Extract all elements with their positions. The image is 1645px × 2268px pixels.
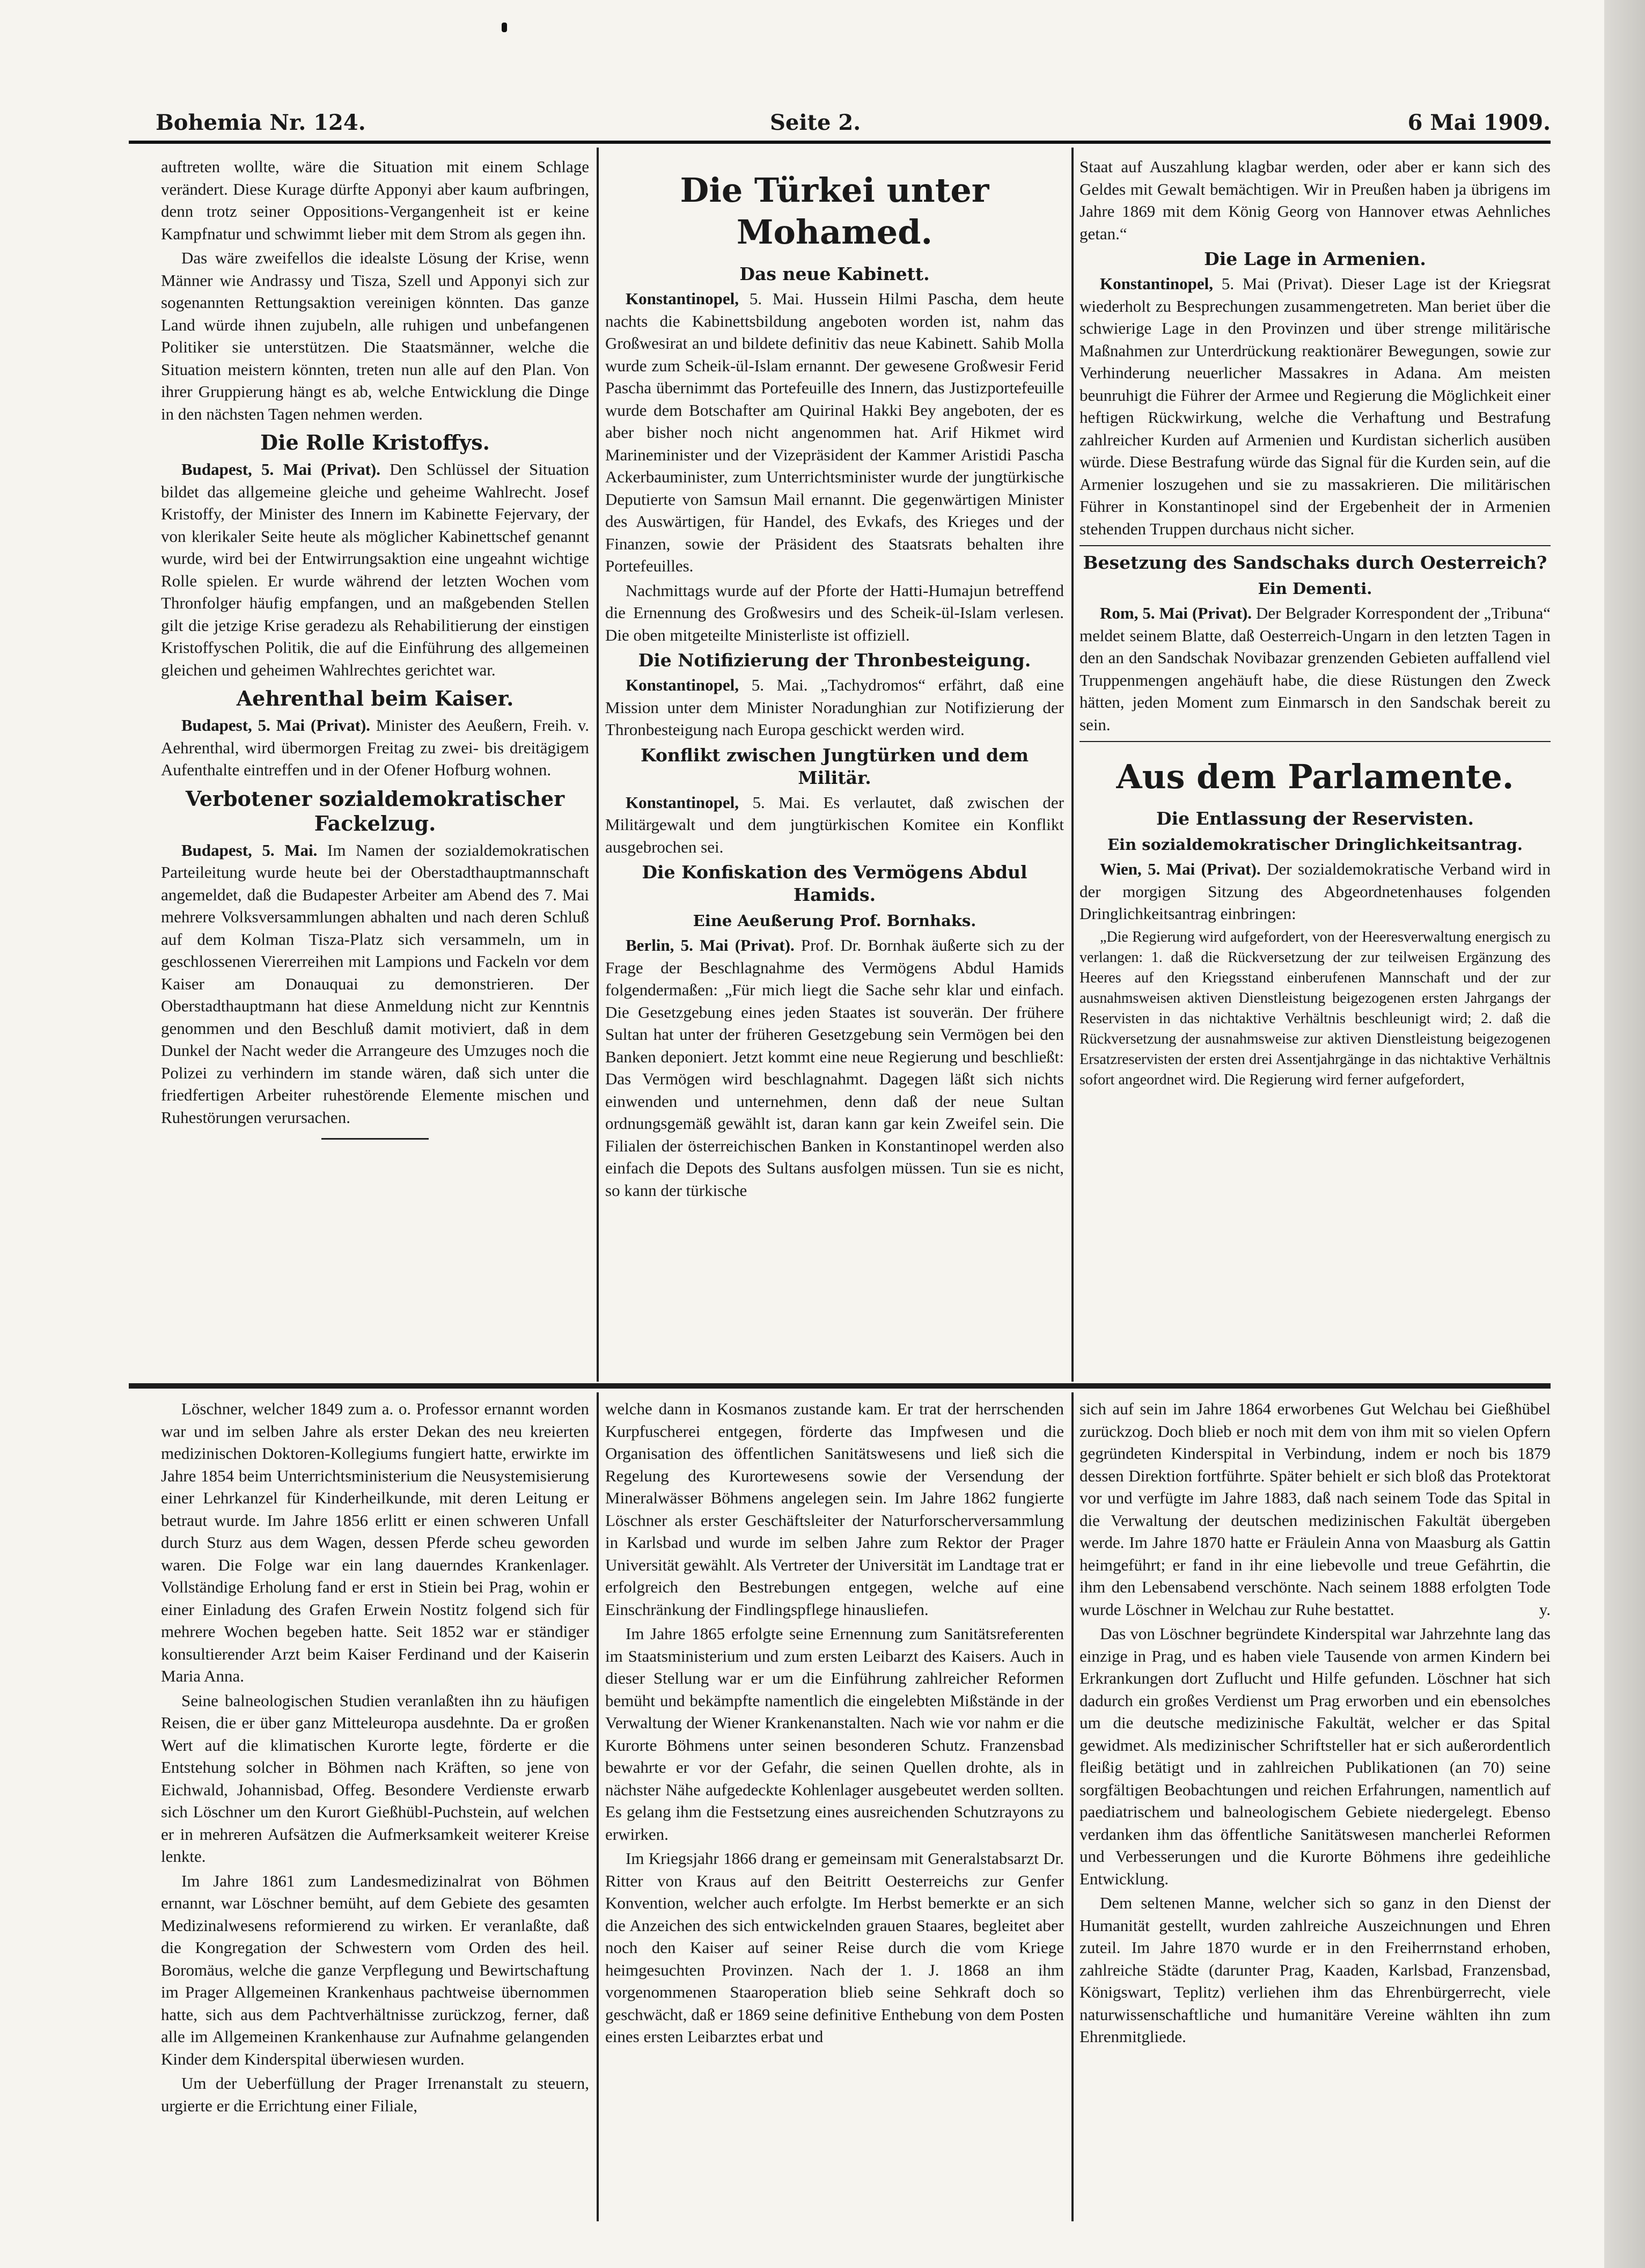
feuilleton-column-1 — [161, 1398, 589, 2219]
article-text: auftreten wollte, wäre die Situation mit einem Schlage verändert. Diese Kurage dürfte Apponyi aber kaum aufbringen, denn trotz seiner Oppositions-Vergangenheit ist er keine Kampfnatur und schwimmt lieber mit dem Strom als gegen ihn. — [161, 157, 589, 243]
article-end-rule — [321, 1138, 429, 1140]
article-text: „Die Regierung wird aufgefordert, von der Heeresverwaltung energisch zu verlangen: 1. daß die Rückversetzung der zur teilweisen Ergänzung des Heeres auf den Kriegsstand einberufenen Mannschaft und der zur ausnahmsweisen aktiven Dienstleistung beigezogenen ersten Jahrgangs der Reservisten in das nichtaktive Verhältnis beschleunigt wird; 2. daß die Rückversetzung der ausnahmsweise zur aktiven Dienstleistung beigezogenen Ersatzreservisten der ersten drei Assentjahrgänge in das nichtaktive Verhältnis sofort angeordnet wird. Die Regierung wird ferner aufgefordert, — [1079, 928, 1551, 1088]
subhead-dringlichkeitsantrag: Ein sozialdemokratischer Dringlichkeitsantrag. — [1107, 835, 1523, 854]
dateline: Konstantinopel, — [1100, 274, 1214, 293]
headline-kristoffy: Die Rolle Kristoffys. — [260, 430, 490, 454]
feuilleton-separator — [129, 1383, 1551, 1389]
section-rule — [1079, 545, 1551, 546]
column-rule-2 — [1071, 148, 1074, 1382]
column-1 — [161, 156, 589, 1376]
header-page-number: Seite 2. — [770, 110, 861, 135]
subhead-notifizierung: Die Notifizierung der Thronbesteigung. — [638, 650, 1031, 671]
header-issue: Bohemia Nr. 124. — [156, 110, 366, 135]
author-signature: y. — [1539, 1599, 1551, 1619]
page-edge — [1604, 0, 1645, 2268]
article-text: Minister des Aeußern, Freih. v. Aehrenthal, wird übermorgen Freitag zu zwei- bis dreitägigem Aufenthalte eintreffen und in der Ofener Hofburg wohnen. — [161, 716, 589, 779]
article-text: Der sozialdemokratische Verband wird in der morgigen Sitzung des Abgeordnetenhauses folgenden Dringlichkeitsantrag einbringen: — [1079, 860, 1551, 923]
dateline: Budapest, 5. Mai (Privat). — [181, 460, 380, 479]
section-rule — [1079, 741, 1551, 742]
dateline: Berlin, 5. Mai (Privat). — [626, 936, 795, 955]
feuilleton-text: Löschner, welcher 1849 zum a. o. Professor ernannt worden war und im selben Jahre als erster Dekan des neu kreierten medizinischen Doktoren-Kollegiums fungiert hatte, erwirkte im Jahre 1854 beim Unterrichtsministerium die Neusystemisierung einer Lehrkanzel für Kinderheilkunde, mit deren Leitung er betraut wurde. Im Jahre 1856 erlitt er einen schweren Unfall durch Sturz aus dem Wagen, dessen Pferde scheu geworden waren. Die Folge war ein lang dauerndes Krankenlager. Vollständige Erholung fand er erst in Stiein bei Prag, wohin er einer Einladung des Grafen Erwein Nostitz folgend sich für mehrere Wochen begeben hatte. Seit 1852 war er ständiger konsultierender Arzt beim Kaiser Ferdinand und der Kaiserin Maria Anna. — [161, 1399, 589, 1685]
dateline: Konstantinopel, — [626, 792, 739, 812]
feuilleton-text — [1079, 1398, 1551, 1620]
article-text: Das wäre zweifellos die idealste Lösung der Krise, wenn Männer wie Andrassy und Tisza, Szell und Apponyi sich zur sogenannten Rettungsaktion vereinigen könnten. Das ganze Land würde ihnen zujubeln, alle ruhigen und unbefangenen Politiker sie unterstützen. Die Staatsmänner, welche die Situation meistern könnten, treten nun alle auf den Plan. Von ihrer Gruppierung hängt es ab, welche Entwicklung die Dinge in den nächsten Tagen nehmen werden. — [161, 248, 589, 423]
subhead-reservisten: Die Entlassung der Reservisten. — [1156, 808, 1474, 829]
article-text: Nachmittags wurde auf der Pforte der Hatti-Humajun betreffend die Ernennung des Großwesirs und des Scheik-ül-Islam verlesen. Die oben mitgeteilte Ministerliste ist offiziell. — [605, 581, 1064, 644]
subhead-dementi: Ein Dementi. — [1258, 579, 1372, 598]
subhead-konflikt: Konflikt zwischen Jungtürken und dem Militär. — [640, 744, 1029, 788]
headline-aehrenthal: Aehrenthal beim Kaiser. — [236, 686, 514, 710]
feuilleton-text: sich auf sein im Jahre 1864 erworbenes Gut Welchau bei Gießhübel zurückzog. Doch blieb er noch mit dem von ihm mit so vielen Opfern gegründeten Kinderspital in Verbindung, indem er noch bis 1879 dessen Direktion fortführte. Später behielt er sich bloß das Protektorat vor und verfügte im Jahre 1883, daß nach seinem Tode das Spital in die Verwaltung der deutschen medizinischen Fakultät übergeben werde. Im Jahre 1870 hatte er Fräulein Anna von Maasburg als Gattin heimgeführt; er fand in ihr eine liebevolle und treue Gefährtin, die ihm den Lebensabend verschönte. Nach seinem 1888 erfolgten Tode wurde Löschner in Welchau zur Ruhe bestattet. — [1079, 1399, 1551, 1619]
article-text: 5. Mai. „Tachydromos“ erfährt, daß eine Mission unter dem Minister Noradunghian zur Notifizierung der Thronbesteigung nach Europa geschickt werden wird. — [605, 676, 1064, 739]
subhead-kabinett: Das neue Kabinett. — [739, 263, 930, 284]
column-rule-1 — [597, 148, 599, 1382]
feuilleton-rule-2 — [1071, 1392, 1074, 2221]
feuilleton-rule-1 — [597, 1392, 599, 2221]
column-2 — [605, 156, 1064, 1376]
article-text: Der Belgrader Korrespondent der „Tribuna“ meldet seinem Blatte, daß Oesterreich-Ungarn in den letzten Tagen in den an den Sandschak Novibazar grenzenden Gebieten auffallend viel Truppenmengen angehäuft habe, die diese Rüstungen den Zweck hätten, jeden Moment zum Einmarsch in den Sandschak bereit zu sein. — [1079, 604, 1551, 734]
feuilleton-text: welche dann in Kosmanos zustande kam. Er trat der herrschenden Kurpfuscherei entgegen, förderte das Impfwesen und die Organisation des öffentlichen Sanitätswesens und ließ sich die Regelung des Kurortewesens sowie der Versendung der Mineralwässer Böhmens angelegen sein. Im Jahre 1862 fungierte Löschner als erster Geschäftsleiter der Naturforscherversammlung in Karlsbad und wurde im selben Jahre zum Rektor der Prager Universität gewählt. Als Vertreter der Universität im Landtage trat er erfolgreich den Bestrebungen entgegen, welche auf eine Einschränkung der Findlingspflege hinausliefen. — [605, 1399, 1064, 1619]
feuilleton-text: Seine balneologischen Studien veranlaßten ihn zu häufigen Reisen, die er über ganz Mitteleuropa ausdehnte. Da er großen Wert auf die klimatischen Kurorte legte, förderte er die Entstehung solcher in Böhmen nach Kräften, so jene von Eichwald, Johannisbad, Offeg. Besondere Verdienste erwarb sich Löschner um den Kurort Gießhübl-Puchstein, auf welchen er in mehreren Aufsätzen die Aufmerksamkeit weiterer Kreise lenkte. — [161, 1691, 589, 1866]
headline-tuerkei: Die Türkei unter Mohamed. — [680, 171, 989, 252]
headline-parlament: Aus dem Parlamente. — [1116, 757, 1514, 796]
feuilleton-text: Dem seltenen Manne, welcher sich so ganz in den Dienst der Humanität gestellt, wurden zahlreiche Auszeichnungen und Ehren zuteil. Im Jahre 1870 wurde er in den Freiherrnstand erhoben, zahlreiche Städte (darunter Prag, Kaaden, Karlsbad, Franzensbad, Königswart, Teplitz) verliehen ihm das Ehrenbürgerrecht, viele naturwissenschaftliche und humanitäre Vereine wählten ihn zum Ehrenmitgliede. — [1079, 1893, 1551, 2046]
article-text: Staat auf Auszahlung klagbar werden, oder aber er kann sich des Geldes mit Gewalt bemächtigen. Wir in Preußen haben ja übrigens im Jahre 1869 mit dem König Georg von Hannover etwas Aehnliches getan.“ — [1079, 157, 1551, 243]
column-3 — [1079, 156, 1551, 1376]
dateline: Wien, 5. Mai (Privat). — [1100, 860, 1261, 878]
page-header — [129, 110, 1551, 142]
feuilleton-text: Im Kriegsjahr 1866 drang er gemeinsam mit Generalstabsarzt Dr. Ritter von Kraus auf den Beitritt Oesterreichs zur Genfer Konvention, welcher auch erfolgte. Im Herbst bemerkte er an sich die Anzeichen des sich entwickelnden grauen Staares, begleitet aber noch den Kaiser auf seiner Reise durch die vom Kriege heimgesuchten Provinzen. Nach der 1. J. 1868 an ihm vorgenommenen Staaroperation blieb seine Sehkraft doch so geschwächt, daß er 1869 seine definitive Enthebung von dem Posten eines ersten Leibarztes erbat und — [605, 1849, 1064, 2046]
dateline: Rom, 5. Mai (Privat). — [1100, 604, 1252, 622]
article-text: 5. Mai. Hussein Hilmi Pascha, dem heute nachts die Kabinettsbildung angeboten worden ist, nahm das Großwesirat an und bildete definitiv das neue Kabinett. Sahib Molla wurde zum Scheik-ül-Islam ernannt. Der gewesene Großwesir Ferid Pascha übernimmt das Portefeuille des Innern, das Justizportefeuille wurde dem Botschafter am Quirinal Hakki Bey angeboten, der es aber bisher noch nicht angenommen hat. Arif Hikmet wird Marineminister und der Vizepräsident der Kammer Aristidi Pascha Ackerbauminister, zum Unterrichtsminister wurde der jungtürkische Deputierte von Samsun Mail ernannt. Die gegenwärtigen Minister des Auswärtigen, für Handel, des Evkafs, des Krieges und der Finanzen, sowie der Präsident des Staatsrats behalten ihre Portefeuilles. — [605, 289, 1064, 575]
header-date: 6 Mai 1909. — [1407, 110, 1551, 135]
article-text: 5. Mai. Es verlautet, daß zwischen der Militärgewalt und dem jungtürkischen Komitee ein Konflikt ausgebrochen sei. — [605, 792, 1064, 856]
feuilleton-column-2 — [605, 1398, 1064, 2219]
dateline: Konstantinopel, — [626, 289, 739, 308]
subhead-bornhak: Eine Aeußerung Prof. Bornhaks. — [693, 912, 976, 930]
dateline: Budapest, 5. Mai. — [181, 840, 318, 860]
subhead-konfiskation: Die Konfiskation des Vermögens Abdul Hamids. — [642, 862, 1027, 905]
feuilleton-text: Im Jahre 1865 erfolgte seine Ernennung zum Sanitätsreferenten im Staatsministerium und zum ersten Leibarzt des Kaisers. Auch in dieser Stellung war er um die Einführung zahlreicher Reformen bemüht und bekämpfte namentlich die eingelebten Mißstände in der Verwaltung der Wiener Krankenanstalten. Nach wie vor nahm er die Kurorte Böhmens unter seinen besonderen Schutz. Franzensbad bewahrte er vor der Gefahr, die seinen Quellen drohte, als in nächster Nähe aufgedeckte Kohlenlager ausgebeutet werden sollten. Es gelang ihm die Festsetzung eines ausreichenden Schutzrayons zu erwirken. — [605, 1624, 1064, 1844]
feuilleton-text: Im Jahre 1861 zum Landesmedizinalrat von Böhmen ernannt, war Löschner bemüht, auf dem Gebiete des gesamten Medizinalwesens reformierend zu wirken. Er veranlaßte, daß die Kongregation der Schwestern vom Orden des heil. Boromäus, welche die ganze Verpflegung und Bewirtschaftung im Prager Allgemeinen Krankenhaus pachtweise übernommen hatte, sich aus dem Pachtverhältnisse zurückzog, ferner, daß alle im Allgemeinen Krankenhause zur Aufnahme gelangenden Kinder dem Kinderspital überwiesen wurden. — [161, 1871, 589, 2068]
print-speck — [502, 23, 507, 32]
article-text: Den Schlüssel der Situation bildet das allgemeine gleiche und geheime Wahlrecht. Josef Kristoffy, der Minister des Innern im Kabinette Fejervary, der von klerikaler Seite heute als möglicher Kabinettschef genannt wurde, wird bei der Entwirrungsaktion eine ungeahnt wichtige Rolle spielen. Er wurde während der letzten Wochen vom Thronfolger häufig empfangen, und an maßgebenden Stellen gilt die jetzige Krise geradezu als Rehabilitierung der einstigen Kristoffyschen Politik, die auf die Einführung des allgemeinen gleichen und geheimen Wahlrechtes gerichtet war. — [161, 460, 589, 679]
feuilleton-column-3 — [1079, 1398, 1551, 2219]
headline-fackelzug: Verbotener sozialdemokratischer Fackelzug. — [185, 786, 565, 835]
article-text: 5. Mai (Privat). Dieser Lage ist der Kriegsrat wiederholt zu Besprechungen zusammengetreten. Man beriet über die schwierige Lage in den Provinzen und über strenge militärische Maßnahmen zur Unterdrückung reaktionärer Bewegungen, sowie zur Verhinderung neuerlicher Massakres in Adana. Am meisten beunruhigt die Führer der Armee und Regierung die Möglichkeit einer heftigen Rückwirkung, welche die Verhaftung und Bestrafung zahlreicher Kurden auf Armenien und Kurdistan sicherlich ausüben würde. Diese Bestrafung würde das Signal für die Kurden sein, auf die Armenier loszugehen und sie zu massakrieren. Die militärischen Führer in Konstantinopel sind der Ergebenheit der in Armenien stehenden Truppen durchaus nicht sicher. — [1079, 274, 1551, 538]
header-rule — [129, 141, 1551, 144]
feuilleton-text: Um der Ueberfüllung der Prager Irrenanstalt zu steuern, urgierte er die Errichtung einer Filiale, — [161, 2074, 589, 2115]
dateline: Konstantinopel, — [626, 676, 739, 694]
dateline: Budapest, 5. Mai (Privat). — [181, 716, 371, 735]
subhead-armenien: Die Lage in Armenien. — [1204, 248, 1426, 269]
feuilleton-text: Das von Löschner begründete Kinderspital war Jahrzehnte lang das einzige in Prag, und es haben viele Tausende von armen Kindern bei Erkrankungen dort Zuflucht und Hilfe gefunden. Löschner hat sich dadurch ein großes Verdienst um Prag erworben und ein ebensolches um die deutsche medizinische Fakultät, welcher er das Spital gewidmet. Als medizinischer Schriftsteller hat er sich außerordentlich fleißig betätigt und in zahlreichen Publikationen (an 70) seine sorgfältigen Beobachtungen und reichen Erfahrungen, namentlich auf paediatrischem und balneologischem Gebiete niedergelegt. Ebenso verdanken ihm das öffentliche Sanitätswesen mancherlei Reformen und Verbesserungen und die Kurorte Böhmens ihre gedeihliche Entwicklung. — [1079, 1624, 1551, 1888]
article-text: Prof. Dr. Bornhak äußerte sich zu der Frage der Beschlagnahme des Vermögens Abdul Hamids folgendermaßen: „Für mich liegt die Sache sehr klar und einfach. Die Gesetzgebung eines jeden Staates ist souverän. Der frühere Sultan hat unter der früheren Gesetzgebung sein Vermögen bei den Banken deponiert. Jetzt kommt eine neue Regierung und beschließt: Das Vermögen wird beschlagnahmt. Dagegen läßt sich nichts einwenden und unternehmen, denn daß der neue Sultan ordnungsgemäß gewählt ist, daran kann gar kein Zweifel sein. Die Filialen der österreichischen Banken in Konstantinopel werden also einfach die Depots des Sultans ausfolgen müssen. Tun sie es nicht, so kann der türkische — [605, 936, 1064, 1200]
article-text: Im Namen der sozialdemokratischen Parteileitung wurde heute bei der Oberstadthauptmannschaft angemeldet, daß die Budapester Arbeiter am Abend des 7. Mai mehrere Volksversammlungen abhalten und nach deren Schluß auf dem Kolman Tisza-Platz sich versammeln, um in geschlossenen Viererreihen mit Lampions und Fackeln vor dem Kaiser am Donauquai zu demonstrieren. Der Oberstadthauptmann hat diese Anmeldung nicht zur Kenntnis genommen und den Beschluß damit motiviert, daß in dem Dunkel der Nacht weder die Arrangeure des Umzuges noch die Polizei zu verhindern im stande wären, daß sich unter die friedfertigen Arbeiter ruhestörende Elemente mischen und Ruhestörungen verursachen. — [161, 840, 589, 1127]
subhead-sandschak: Besetzung des Sandschaks durch Oesterreich? — [1083, 552, 1547, 573]
